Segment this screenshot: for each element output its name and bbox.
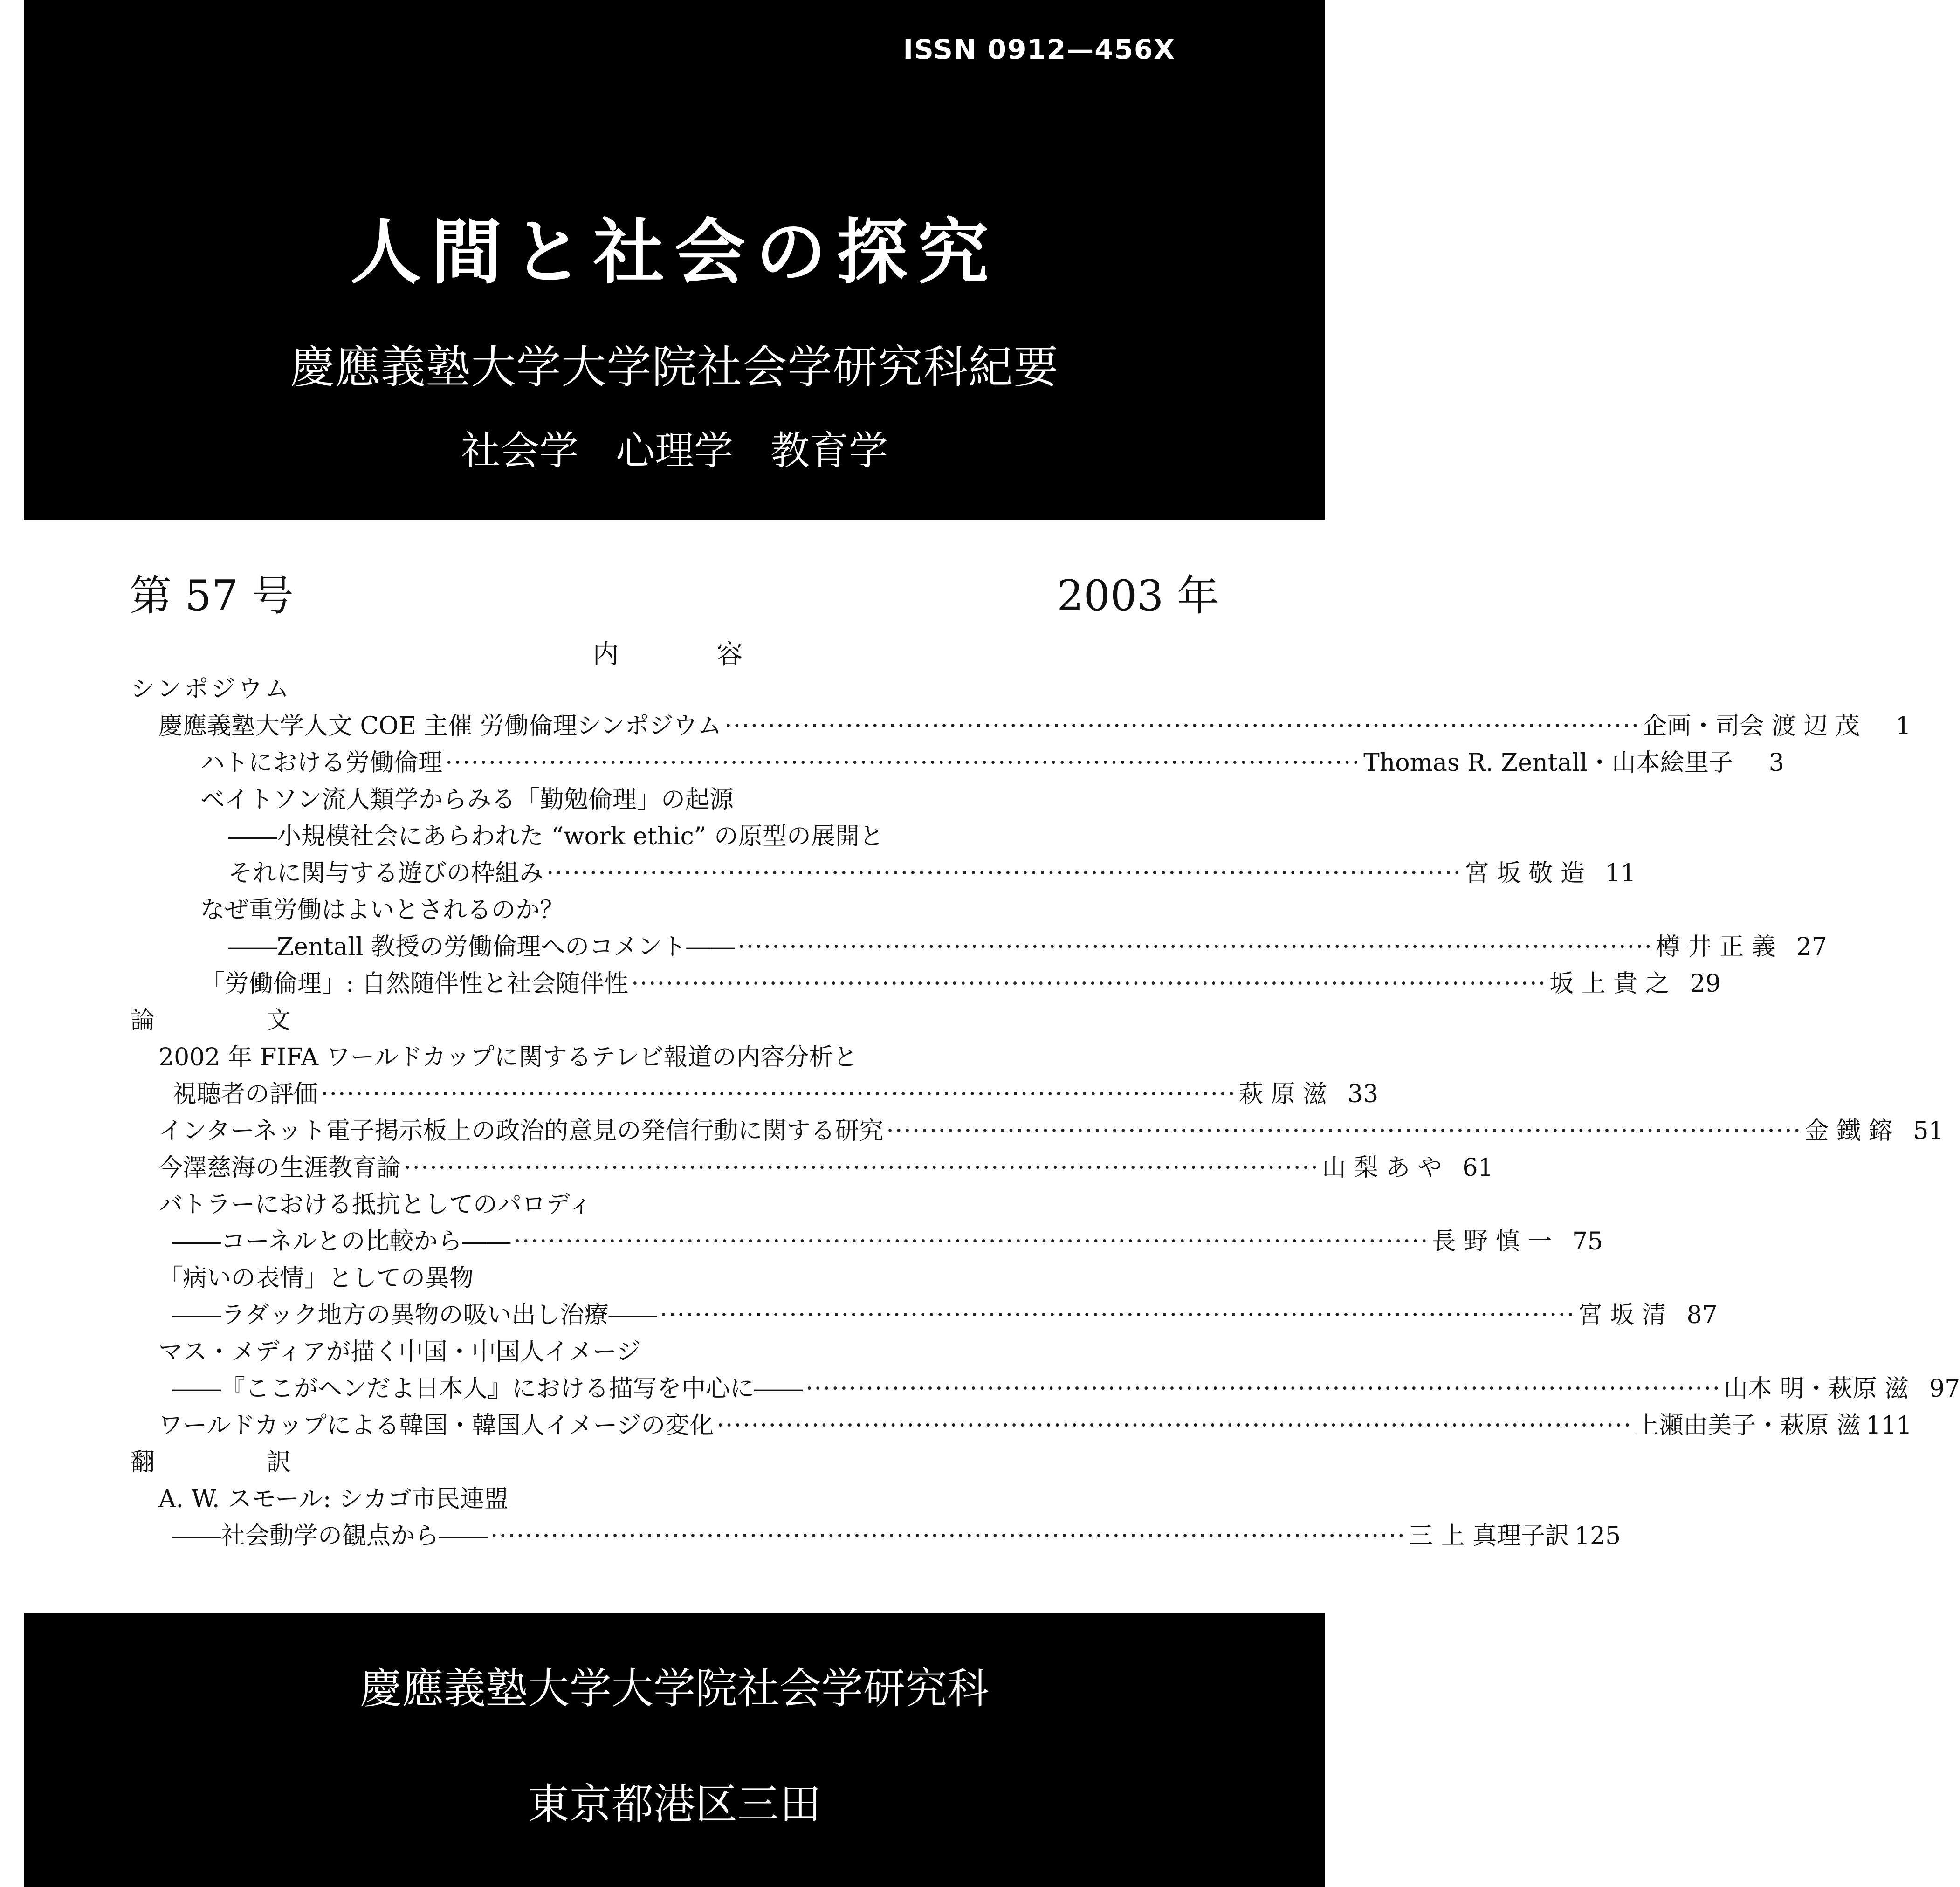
entry-title: 今澤慈海の生涯教育論 xyxy=(158,1154,401,1182)
entry-author: 坂 上 貴 之 xyxy=(1549,970,1670,998)
entry-author: 上瀬由美子・萩原 滋 xyxy=(1635,1412,1861,1440)
entry-title: 視聴者の評価 xyxy=(172,1080,318,1108)
leader-dots: ·········································································································· xyxy=(737,933,1653,961)
toc-entry[interactable] xyxy=(131,1297,1718,1334)
leader-dots: ·········································································································· xyxy=(886,1117,1802,1145)
section-papers-char-2: 文 xyxy=(267,1007,291,1035)
entry-author: Thomas R. Zentall・山本絵里子 xyxy=(1363,749,1733,777)
toc-entry[interactable] xyxy=(131,1113,1944,1150)
leader-dots: ·········································································································· xyxy=(724,712,1640,740)
toc-entry-line: 「病いの表情」としての異物 xyxy=(158,1264,474,1292)
section-papers xyxy=(131,1002,1142,1039)
section-papers-char-1: 論 xyxy=(131,1007,155,1035)
header-band xyxy=(24,0,1325,520)
entry-page: 125 xyxy=(1574,1522,1621,1550)
toc-entry[interactable] xyxy=(131,929,1827,966)
entry-page: 29 xyxy=(1690,970,1721,998)
toc-entry[interactable] xyxy=(131,1518,1621,1555)
field-sociology: 社会学 xyxy=(461,428,578,473)
toc-entry[interactable] xyxy=(131,708,1911,745)
section-translation-char-1: 翻 xyxy=(131,1448,155,1476)
toc-entry[interactable] xyxy=(131,1223,1603,1260)
entry-author: 山 梨 あ や xyxy=(1322,1154,1442,1182)
toc-entry-line: なぜ重労働はよいとされるのか？ xyxy=(200,896,564,924)
entry-page: 75 xyxy=(1572,1228,1603,1256)
section-translation xyxy=(131,1444,1142,1481)
entry-title: ――Zentall 教授の労働倫理へのコメント―― xyxy=(228,933,735,961)
entry-title: ハトにおける労働倫理 xyxy=(200,749,442,777)
toc-entry-line: 2002 年 FIFA ワールドカップに関するテレビ報道の内容分析と xyxy=(158,1043,858,1071)
toc-entry[interactable] xyxy=(131,745,1784,782)
field-education: 教育学 xyxy=(770,428,888,473)
entry-page: 87 xyxy=(1686,1301,1718,1329)
toc-entry[interactable] xyxy=(131,855,1636,892)
toc-entry-subtitle: ――小規模社会にあらわれた “work ethic” の原型の展開と xyxy=(228,823,884,851)
leader-dots: ·········································································································· xyxy=(513,1228,1429,1256)
contents-heading: 内容 xyxy=(592,639,841,670)
leader-dots: ·········································································································· xyxy=(490,1522,1406,1550)
address: 東京都港区三田 xyxy=(528,1780,821,1829)
entry-author: 樽 井 正 義 xyxy=(1656,933,1776,961)
entry-page: 97 xyxy=(1929,1375,1960,1403)
toc-entry-line: マス・メディアが描く中国・中国人イメージ xyxy=(158,1338,641,1366)
leader-dots: ·········································································································· xyxy=(445,749,1361,777)
issue-year: 2003 年 xyxy=(1057,571,1219,620)
issn: ISSN 0912—456X xyxy=(903,34,1176,65)
entry-author: 宮 坂 敬 造 xyxy=(1465,859,1585,887)
entry-author: 萩 原 滋 xyxy=(1239,1080,1327,1108)
toc-entry[interactable] xyxy=(131,966,1721,1002)
entry-title: ――ラダック地方の異物の吸い出し治療―― xyxy=(172,1301,657,1329)
entry-title: 「労働倫理」: 自然随伴性と社会随伴性 xyxy=(200,970,629,998)
entry-author: 山本 明・萩原 滋 xyxy=(1724,1375,1909,1403)
entry-page: 111 xyxy=(1865,1412,1912,1440)
leader-dots: ·········································································································· xyxy=(716,1412,1632,1440)
leader-dots: ·········································································································· xyxy=(546,859,1462,887)
toc-entry-line: A. W. スモール: シカゴ市民連盟 xyxy=(158,1485,509,1513)
journal-subtitle: 慶應義塾大学大学院社会学研究科紀要 xyxy=(290,341,1059,393)
entry-title: ――コーネルとの比較から―― xyxy=(172,1228,511,1256)
toc-entry-line: バトラーにおける抵抗としてのパロディ xyxy=(158,1191,592,1219)
entry-page: 1 xyxy=(1895,712,1911,740)
journal-title: 人間と社会の探究 xyxy=(350,210,999,294)
entry-page: 61 xyxy=(1462,1154,1493,1182)
entry-author: 宮 坂 清 xyxy=(1578,1301,1666,1329)
section-symposium: シンポジウム xyxy=(131,675,292,703)
entry-title: それに関与する遊びの枠組み xyxy=(228,859,544,887)
entry-author: 三 上 真理子訳 xyxy=(1409,1522,1570,1550)
entry-page: 27 xyxy=(1796,933,1827,961)
entry-author: 企画・司会 渡 辺 茂 xyxy=(1643,712,1860,740)
leader-dots: ·········································································································· xyxy=(631,970,1547,998)
entry-title: 慶應義塾大学人文 COE 主催 労働倫理シンポジウム xyxy=(158,712,722,740)
publisher: 慶應義塾大学大学院社会学研究科 xyxy=(360,1664,989,1713)
fields-list xyxy=(24,419,1325,476)
entry-author: 金 鐵 鎔 xyxy=(1804,1117,1893,1145)
toc-entry[interactable] xyxy=(131,1407,1912,1444)
leader-dots: ·········································································································· xyxy=(660,1301,1575,1329)
entry-title: インターネット電子掲示板上の政治的意見の発信行動に関する研究 xyxy=(158,1117,884,1145)
issue-number: 第 57 号 xyxy=(130,571,294,620)
entry-page: 11 xyxy=(1605,859,1636,887)
entry-page: 51 xyxy=(1913,1117,1944,1145)
leader-dots: ·········································································································· xyxy=(805,1375,1721,1403)
leader-dots: ·········································································································· xyxy=(321,1080,1237,1108)
leader-dots: ·········································································································· xyxy=(404,1154,1320,1182)
entry-title: ――社会動学の観点から―― xyxy=(172,1522,488,1550)
entry-title: ――『ここがヘンだよ日本人』における描写を中心に―― xyxy=(172,1375,803,1403)
toc-entry[interactable] xyxy=(131,1076,1379,1113)
toc-entry-line: ベイトソン流人類学からみる「勤勉倫理」の起源 xyxy=(200,786,734,814)
entry-title: ワールドカップによる韓国・韓国人イメージの変化 xyxy=(158,1412,714,1440)
field-psychology: 心理学 xyxy=(615,428,733,473)
entry-page: 33 xyxy=(1348,1080,1379,1108)
section-translation-char-2: 訳 xyxy=(267,1448,291,1476)
table-of-contents xyxy=(131,671,1960,1555)
toc-entry[interactable] xyxy=(131,1150,1493,1187)
entry-author: 長 野 慎 一 xyxy=(1431,1228,1552,1256)
footer-band xyxy=(24,1613,1325,1887)
entry-page: 3 xyxy=(1768,749,1784,777)
toc-entry[interactable] xyxy=(131,1371,1960,1407)
